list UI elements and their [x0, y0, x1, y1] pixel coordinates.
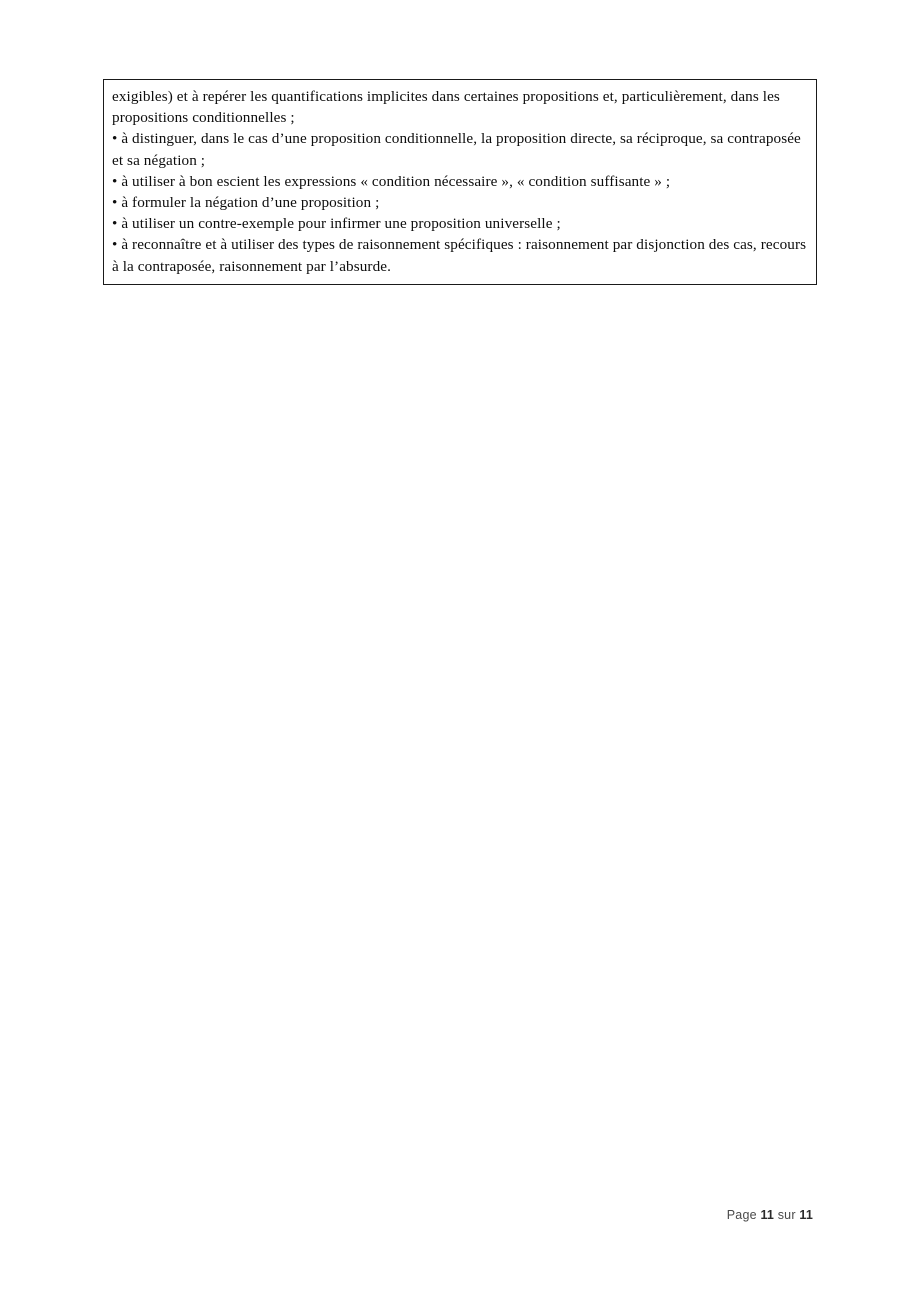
footer-total-pages: 11	[799, 1208, 813, 1222]
paragraph-line-3: • à utiliser à bon escient les expressions « condition nécessaire », « condition suffisante » ;	[112, 172, 671, 190]
paragraph-line-1: exigibles) et à repérer les quantifications implicites dans certaines propositions et, particulièrement, dans les propositions conditionnelles ;	[112, 88, 780, 127]
paragraph-line-5: • à utiliser un contre-exemple pour infirmer une proposition universelle ;	[112, 215, 561, 233]
paragraph-line-4: • à formuler la négation d’une proposition ;	[112, 194, 380, 212]
footer-prefix: Page	[726, 1208, 761, 1222]
paragraph-line-6: • à reconnaître et à utiliser des types de raisonnement spécifiques : raisonnement par disjonction des cas, recours à la contraposée, raisonnement par l’absurde.	[112, 236, 807, 275]
footer-middle: sur	[774, 1208, 800, 1222]
paragraph-line-2: • à distinguer, dans le cas d’une proposition conditionnelle, la proposition directe, sa réciproque, sa contraposée et sa négation ;	[112, 130, 801, 169]
page-footer	[0, 1206, 922, 1224]
page-number-label	[727, 1208, 813, 1222]
bordered-text-block	[103, 79, 817, 285]
footer-current-page: 11	[760, 1208, 775, 1222]
